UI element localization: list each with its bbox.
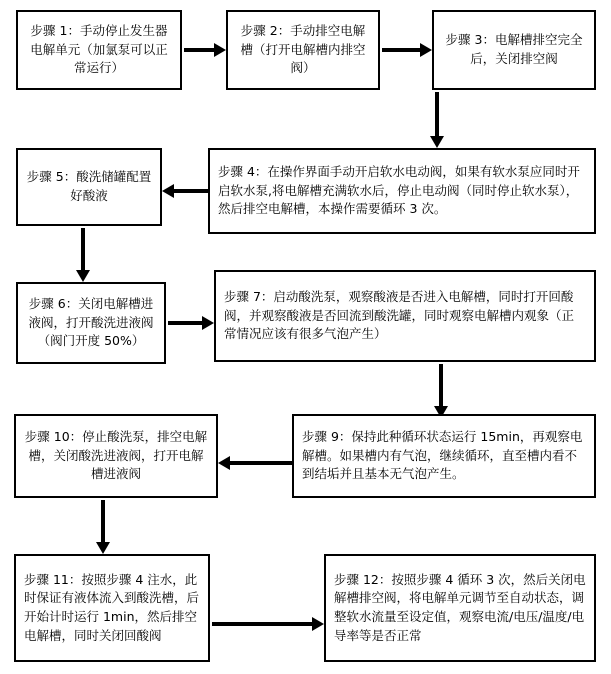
connector-step2-step3 [382,43,432,57]
connector-step3-step4 [430,92,444,148]
connector-step7-step9 [434,364,448,418]
connector-step4-step5 [162,184,210,198]
flow-node-step2-label: 步骤 2：手动排空电解槽（打开电解槽内排空阀） [240,22,366,76]
flow-node-step7[interactable] [214,270,596,362]
flow-node-step12-label: 步骤 12：按照步骤 4 循环 3 次，然后关闭电解槽排空阀，将电解单元调节至自动状态，调整软水流量至设定值，观察电流/电压/温度/电导率等是否正常 [334,571,586,643]
flow-node-step9-label: 步骤 9：保持此种循环状态运行 15min，再观察电解槽。如果槽内有气泡，继续循环，直至槽内看不到结垢并且基本无气泡产生。 [302,428,583,482]
connector-step5-step6 [76,228,90,282]
connector-step1-step2 [184,43,226,57]
flow-node-step2[interactable] [226,10,380,90]
flow-node-step12[interactable] [324,554,596,662]
flow-node-step9[interactable] [292,414,596,498]
flow-node-step11-label: 步骤 11：按照步骤 4 注水，此时保证有液体流入到酸洗槽，后开始计时运行 1min，然后排空电解槽，同时关闭回酸阀 [24,571,200,643]
flow-node-step5[interactable] [16,148,162,226]
connector-step11-step12 [212,617,324,631]
flow-node-step7-label: 步骤 7：启动酸洗泵，观察酸液是否进入电解槽，同时打开回酸阀，并观察酸液是否回流到酸洗罐，同时观察电解槽内观象（正常情况应该有很多气泡产生） [224,288,575,342]
flow-node-step1-label: 步骤 1：手动停止发生器电解单元（加氯泵可以正常运行） [30,22,168,76]
flow-node-step6-label: 步骤 6：关闭电解槽进液阀，打开酸洗进液阀（阀门开度 50%） [28,295,154,349]
flow-node-step6[interactable] [16,282,166,364]
flow-node-step10[interactable] [14,414,218,498]
flow-node-step11[interactable] [14,554,210,662]
connector-step10-step11 [96,500,110,554]
flow-node-step10-label: 步骤 10：停止酸洗泵，排空电解槽，关闭酸洗进液阀，打开电解槽进液阀 [24,428,208,482]
flow-node-step4[interactable] [208,148,596,234]
flow-node-step3[interactable] [432,10,596,90]
flow-node-step4-label: 步骤 4：在操作界面手动开启软水电动阀，如果有软水泵应同时开启软水泵,将电解槽充满软水后，停止电动阀（同时停止软水泵），然后排空电解槽，本操作需要循环 3 次。 [218,163,580,217]
connector-step6-step7 [168,316,214,330]
flow-node-step1[interactable] [16,10,182,90]
flow-node-step3-label: 步骤 3：电解槽排空完全后，关闭排空阀 [445,32,583,66]
flow-node-step5-label: 步骤 5：酸洗储罐配置好酸液 [26,169,152,203]
connector-step9-step10 [218,456,294,470]
